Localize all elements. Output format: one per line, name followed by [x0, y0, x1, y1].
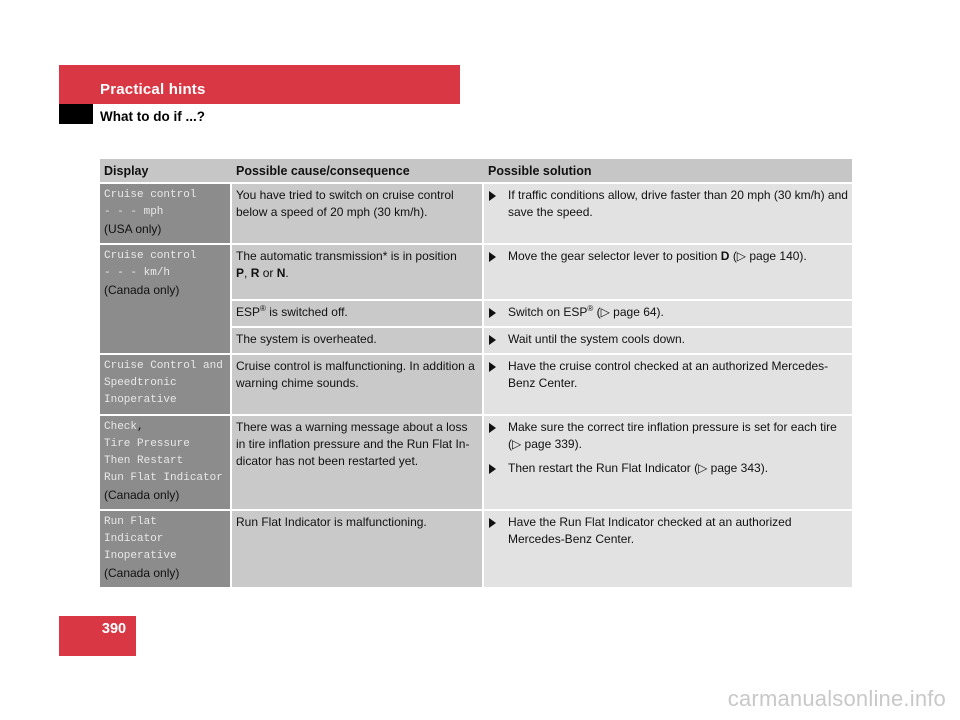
display-cell [100, 416, 232, 511]
arrow-bullet-icon [489, 362, 496, 372]
display-message-line: Then Restart [104, 455, 184, 467]
region-note: (Canada only) [104, 488, 180, 502]
arrow-bullet-icon [489, 423, 496, 433]
display-message-line: Cruise Control and [104, 360, 223, 372]
table-row [100, 184, 852, 245]
display-message-line: Indicator [104, 533, 164, 545]
region-note: (USA only) [104, 222, 162, 236]
cause-cell: Cruise control is malfunctioning. In addition a warning chime sounds. [232, 355, 484, 416]
table-header-row [100, 159, 852, 184]
cause-cell: You have tried to switch on cruise control below a speed of 20 mph (30 km/h). [232, 184, 484, 245]
page-number: 390 [101, 621, 127, 637]
header-solution: Possible solution [484, 159, 852, 184]
arrow-bullet-icon [489, 464, 496, 474]
display-cell [100, 511, 232, 589]
solution-cell [484, 184, 852, 245]
table-row [100, 355, 852, 416]
table-row [100, 511, 852, 589]
watermark: carmanualsonline.info [727, 686, 946, 711]
cause-cell: There was a warning message about a loss in tire inflation pressure and the Run Flat In-dicator has not been restarted yet. [232, 416, 484, 511]
troubleshooting-table [100, 159, 852, 589]
solution-cell [484, 511, 852, 589]
display-message-line: Inoperative [104, 550, 177, 562]
arrow-bullet-icon [489, 308, 496, 318]
solution-cell [484, 301, 852, 328]
solution-item: Make sure the correct tire inflation pressure is set for each tire (▷ page 339). [488, 419, 848, 453]
display-message-line: Cruise control [104, 250, 197, 262]
solution-item: Switch on ESP® (▷ page 64). [488, 304, 848, 321]
subsection-marker [59, 104, 93, 124]
subsection-title: What to do if ...? [100, 109, 205, 124]
arrow-bullet-icon [489, 518, 496, 528]
header-display: Display [100, 159, 232, 184]
display-message-line: - - - mph [104, 206, 164, 218]
solution-item: If traffic conditions allow, drive faster than 20 mph (30 km/h) and save the speed. [488, 187, 848, 221]
display-cell [100, 355, 232, 416]
solution-cell [484, 245, 852, 301]
display-message-line: Cruise control [104, 189, 197, 201]
solution-cell [484, 355, 852, 416]
solution-item: Move the gear selector lever to position D (▷ page 140). [488, 248, 848, 265]
region-note: (Canada only) [104, 566, 180, 580]
display-message-line: - - - km/h [104, 267, 171, 279]
cause-cell: ESP® is switched off. [232, 301, 484, 328]
display-message-line: Check, [104, 421, 144, 433]
table-row [100, 416, 852, 511]
region-note: (Canada only) [104, 283, 180, 297]
section-title: Practical hints [100, 81, 206, 98]
arrow-bullet-icon [489, 252, 496, 262]
display-message-line: Speedtronic [104, 377, 177, 389]
display-message-line: Inoperative [104, 394, 177, 406]
solution-item: Then restart the Run Flat Indicator (▷ page 343). [488, 460, 848, 477]
solution-item: Have the Run Flat Indicator checked at an authorized Mercedes-Benz Center. [488, 514, 848, 548]
display-cell [100, 184, 232, 245]
header-cause: Possible cause/consequence [232, 159, 484, 184]
cause-cell: Run Flat Indicator is malfunctioning. [232, 511, 484, 589]
display-message-line: Tire Pressure [104, 438, 190, 450]
solution-item: Have the cruise control checked at an authorized Mercedes-Benz Center. [488, 358, 848, 392]
cause-cell: The automatic transmission* is in position P, R or N. [232, 245, 484, 301]
solution-cell [484, 328, 852, 355]
arrow-bullet-icon [489, 191, 496, 201]
arrow-bullet-icon [489, 335, 496, 345]
display-cell [100, 245, 232, 355]
table-row [100, 245, 852, 301]
solution-cell [484, 416, 852, 511]
display-message-line: Run Flat Indicator [104, 472, 223, 484]
solution-item: Wait until the system cools down. [488, 331, 848, 348]
cause-cell: The system is overheated. [232, 328, 484, 355]
display-message-line: Run Flat [104, 516, 157, 528]
